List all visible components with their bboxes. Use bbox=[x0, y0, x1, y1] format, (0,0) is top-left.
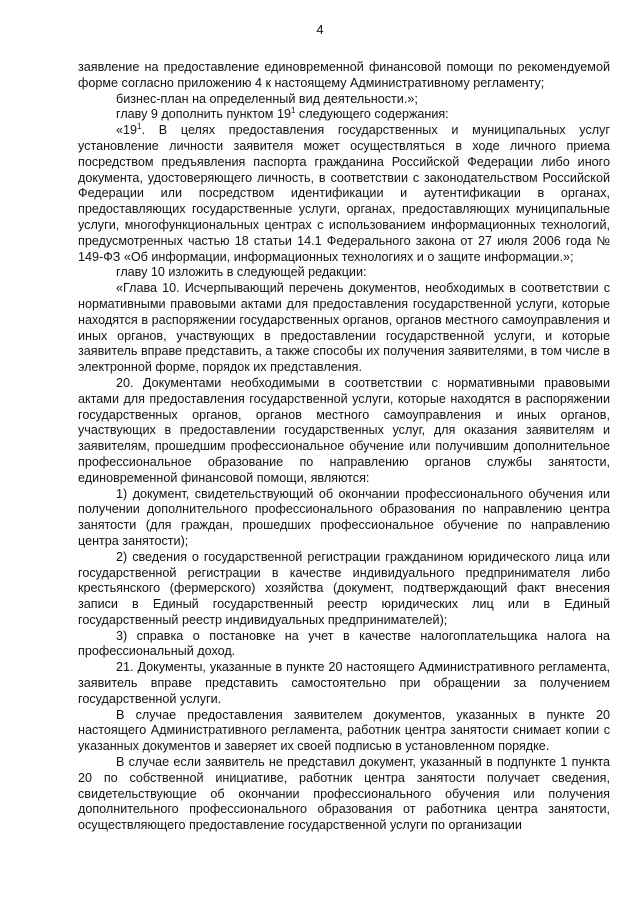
paragraph-text: главу 9 дополнить пунктом 19 bbox=[116, 107, 291, 122]
paragraph bbox=[78, 123, 610, 265]
paragraph-text: «19 bbox=[116, 123, 138, 138]
paragraph bbox=[78, 107, 610, 123]
paragraph: 1) документ, свидетельствующий об окончании профессионального обучения или получении дополнительного профессионального образования по направлению центра занятости (для граждан, прошедших профессиональное обучение по направлению центра занятости); bbox=[78, 486, 610, 548]
paragraph: 2) сведения о государственной регистрации гражданином юридического лица или государственной регистрации в качестве индивидуального предпринимателя либо крестьянского (фермерского) хозяйства (документ, подтверждающий факт внесения записи в Единый государственный реестр юридических лиц или в Единый государственный реестр индивидуальных предпринимателей); bbox=[78, 549, 610, 627]
paragraph: заявление на предоставление единовременной финансовой помощи по рекомендуемой форме согласно приложению 4 к настоящему Административному регламенту; bbox=[78, 60, 610, 90]
paragraph-text: . В целях предоставления государственных и муниципальных услуг установление личности заявителя может осуществляться в ходе личного приема посредством предъявления паспорта гражданина Российской Федерации либо иного документа, удостоверяющего личность, в соответствии с законодательством Российской Федерации или посредством идентификации и аутентификации в органах, предоставляющих государственные услуги, органах, предоставляющих муниципальные услуги, многофункциональных центрах с использованием информационных технологий, предусмотренных частью 18 статьи 14.1 Федерального закона от 27 июля 2006 года № 149-ФЗ «Об информации, информационных технологиях и о защите информации.»; bbox=[78, 123, 610, 264]
paragraph: 20. Документами необходимыми в соответствии с нормативными правовыми актами для предоставления государственной услуги, которые находятся в распоряжении государственных органов, органов местного самоуправления и иных органов, участвующих в предоставлении государственных услуг, для оказания заявителям и заявителям, прошедшим профессиональное обучение или получившим дополнительное профессиональное образование по направлению органов службы занятости, единовременной финансовой помощи, являются: bbox=[78, 375, 610, 485]
page-number: 4 bbox=[316, 22, 324, 37]
paragraph: главу 10 изложить в следующей редакции: bbox=[116, 265, 367, 280]
superscript: 1 bbox=[290, 106, 296, 116]
document-body bbox=[78, 60, 610, 834]
paragraph: «Глава 10. Исчерпывающий перечень документов, необходимых в соответствии с нормативными правовыми актами для предоставления государственной услуги, которые находятся в распоряжении государственных органов, органов местного самоуправления и иных органов, участвующих в предоставлении государственной услуги, и которые заявитель вправе представить, а также способы их получения заявителями, в том числе в электронной форме, порядок их представления. bbox=[78, 281, 610, 375]
paragraph-text: следующего содержания: bbox=[295, 107, 449, 122]
superscript: 1 bbox=[137, 122, 142, 132]
paragraph: В случае предоставления заявителем документов, указанных в пункте 20 настоящего Административного регламента, работник центра занятости снимает копии с указанных документов и заверяет их своей подписью в установленном порядке. bbox=[78, 707, 610, 754]
paragraph: бизнес-план на определенный вид деятельности.»; bbox=[116, 91, 418, 106]
paragraph: В случае если заявитель не представил документ, указанный в подпункте 1 пункта 20 по собственной инициативе, работник центра занятости получает сведения, свидетельствующие об окончании профессионального обучения или получения дополнительного профессионального образования от работника центра занятости, осуществляющего предоставление государственной услуги по организации bbox=[78, 755, 610, 833]
paragraph: 3) справка о постановке на учет в качестве налогоплательщика налога на профессиональный доход. bbox=[78, 628, 610, 659]
paragraph: 21. Документы, указанные в пункте 20 настоящего Административного регламента, заявитель вправе представить самостоятельно при обращении за получением государственной услуги. bbox=[78, 660, 610, 706]
